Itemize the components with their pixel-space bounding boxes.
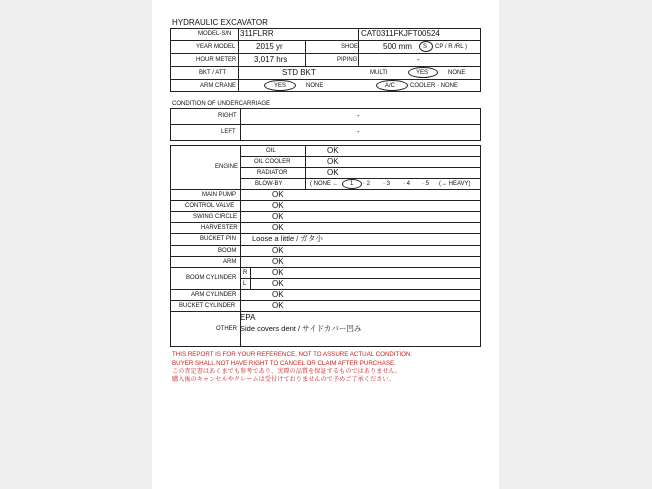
boom-cylinder-l-label: L	[243, 281, 247, 287]
cooler-none: COOLER · NONE	[410, 83, 459, 89]
piping-label: PIPING	[337, 57, 358, 63]
uc-left-value: -	[357, 127, 360, 136]
part-label: BUCKET PIN	[200, 236, 236, 242]
boom-cylinder-label: BOOM CYLINDER	[186, 275, 237, 281]
bkt-label: BKT / ATT	[199, 70, 227, 76]
model-label: MODEL-S/N	[198, 31, 232, 37]
piping-value: -	[417, 55, 420, 64]
part-label: HARVESTER	[201, 225, 238, 231]
blowby-4: · 4	[403, 181, 411, 187]
arm-cylinder-label: ARM CYLINDER	[191, 292, 237, 298]
bkt-value: STD BKT	[282, 68, 316, 77]
uc-right-label: RIGHT	[218, 113, 237, 119]
blowby-heavy: (→ HEAVY)	[439, 181, 471, 187]
bucket-cylinder-value: OK	[272, 301, 284, 310]
ac-label: A/C	[385, 83, 396, 89]
year-value: 2015 yr	[256, 42, 283, 51]
disclaimer-line-4: 購入後のキャンセルやクレームは受付けておりませんので予めご了承ください。	[172, 376, 395, 383]
part-label: ARM	[223, 259, 237, 265]
part-value: OK	[272, 223, 284, 232]
boom-cylinder-l-value: OK	[272, 279, 284, 288]
part-label: CONTROL VALVE	[185, 203, 235, 209]
boom-cylinder-r-label: R	[243, 270, 248, 276]
other-line-1: EPA	[240, 313, 256, 322]
hour-label: HOUR METER	[196, 57, 237, 63]
engine-radiator-value: OK	[327, 168, 339, 177]
engine-label: ENGINE	[215, 164, 239, 170]
hour-value: 3,017 hrs	[254, 55, 288, 64]
model-value: 311FLRR	[240, 29, 274, 38]
bucket-cylinder-label: BUCKET CYLINDER	[179, 303, 236, 309]
undercarriage-heading: CONDITION OF UNDERCARRIAGE	[172, 101, 271, 107]
disclaimer-line-3: この査定書はあくまでも参考であり、実際の品質を保証するものではありません。	[172, 368, 402, 375]
arm-cylinder-value: OK	[272, 290, 284, 299]
boom-cylinder-r-value: OK	[272, 268, 284, 277]
crane-none: NONE	[306, 83, 324, 89]
blowby-5: · 5	[422, 181, 430, 187]
part-value: OK	[272, 201, 284, 210]
shoe-options: CP / R /RL )	[435, 44, 468, 50]
engine-blowby-label: BLOW-BY	[255, 181, 283, 187]
disclaimer-line-2: BUYER SHALL NOT HAVE RIGHT TO CANCEL OR CLAIM AFTER PURCHASE.	[172, 360, 396, 367]
part-value: OK	[272, 257, 284, 266]
serial-value: CAT0311FKJFT00524	[361, 29, 440, 38]
engine-oil-cooler-label: OIL COOLER	[254, 159, 291, 165]
year-label: YEAR MODEL	[196, 44, 236, 50]
blowby-none: ( NONE ←	[310, 181, 339, 187]
arm-crane-label: ARM CRANE	[200, 83, 237, 89]
other-line-2: Side covers dent / サイドカバー凹み	[240, 324, 362, 333]
uc-left-label: LEFT	[221, 129, 236, 135]
shoe-label: SHOE	[341, 44, 359, 50]
part-label: SWING CIRCLE	[193, 214, 238, 220]
blowby-1: 1	[350, 181, 354, 187]
part-value: OK	[272, 246, 284, 255]
multi-label: MULTI	[370, 70, 388, 76]
disclaimer-line-1: THIS REPORT IS FOR YOUR REFERENCE, NOT TO ASSURE ACTUAL CONDITION.	[172, 351, 413, 358]
other-label: OTHER	[216, 326, 237, 332]
shoe-value: 500 mm	[383, 42, 412, 51]
engine-radiator-label: RADIATOR	[257, 170, 288, 176]
engine-oil-value: OK	[327, 146, 339, 155]
part-value: OK	[272, 190, 284, 199]
crane-yes: YES	[274, 83, 287, 89]
shoe-option-s: S	[423, 44, 428, 50]
part-label: BOOM	[218, 248, 237, 254]
part-label: MAIN PUMP	[202, 192, 237, 198]
part-value: OK	[272, 212, 284, 221]
multi-yes: YES	[416, 70, 429, 76]
document-title: HYDRAULIC EXCAVATOR	[172, 18, 268, 27]
blowby-2: · 2	[363, 181, 371, 187]
part-value: Loose a little / ガタ小	[252, 234, 323, 243]
engine-oil-cooler-value: OK	[327, 157, 339, 166]
blowby-3: · 3	[383, 181, 391, 187]
multi-none: NONE	[448, 70, 466, 76]
engine-oil-label: OIL	[266, 148, 276, 154]
uc-right-value: -	[357, 111, 360, 120]
